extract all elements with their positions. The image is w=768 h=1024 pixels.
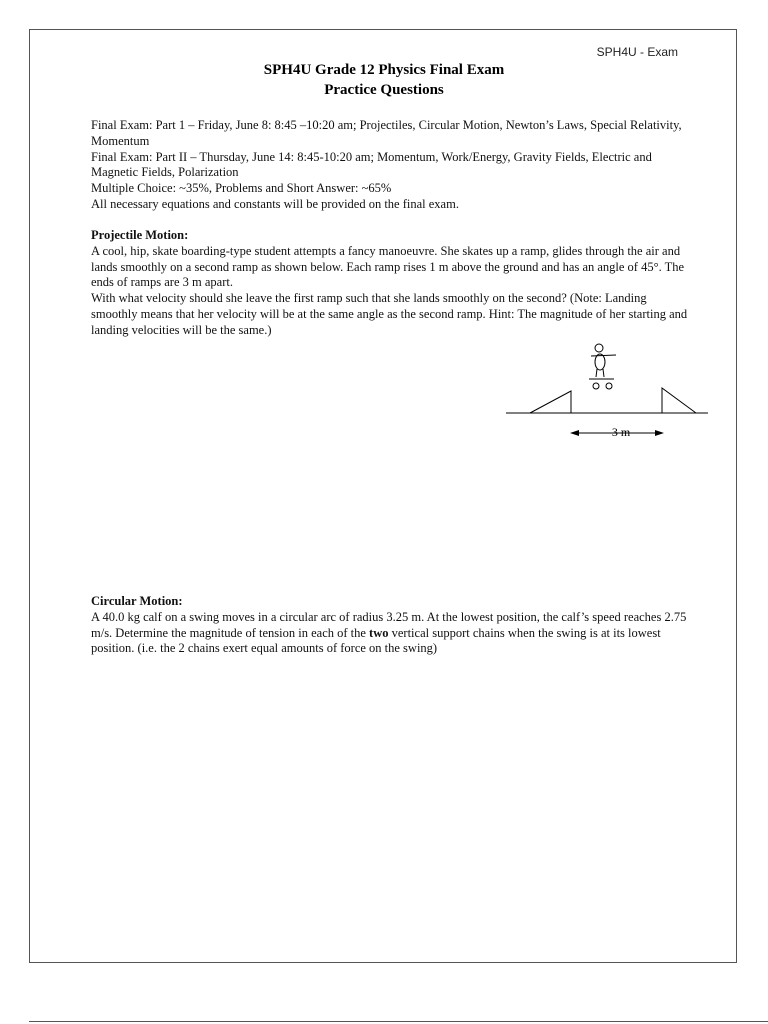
equations-note: All necessary equations and constants will be provided on the final exam.: [91, 196, 459, 211]
course-tag: SPH4U - Exam: [596, 45, 678, 59]
projectile-section: [91, 228, 691, 339]
exam-part2-info: Final Exam: Part II – Thursday, June 14: 8:45-10:20 am; Momentum, Work/Energy, Gravity Fields, Electric and Magnetic Fields, Polarization: [91, 149, 652, 180]
exam-part1-info: Final Exam: Part 1 – Friday, June 8: 8:45 –10:20 am; Projectiles, Circular Motion, Newton’s Laws, Special Relativity, Momentum: [91, 118, 682, 148]
projectile-heading: Projectile Motion:: [91, 228, 189, 242]
exam-subtitle: Practice Questions: [324, 82, 444, 98]
ramp-diagram: [500, 336, 720, 446]
bottom-rule: [29, 1021, 768, 1022]
projectile-question-prompt: With what velocity should she leave the first ramp such that she lands smoothly on the second? (Note: Landing smoothly means that her velocity will be at the same angle as the second ramp. Hint: The magnitude of her starting and landing velocities will be the same.): [91, 291, 688, 337]
left-ramp: [530, 391, 571, 413]
circular-heading: Circular Motion:: [91, 594, 183, 608]
circular-text-end: vertical support chains when the swing is at its lowest position. (i.e. the 2 chains exert equal amounts of force on the swing): [91, 625, 661, 656]
skater-figure: [589, 344, 616, 389]
exam-format-info: Multiple Choice: ~35%, Problems and Short Answer: ~65%: [91, 181, 392, 196]
circular-text-bold: two: [369, 625, 389, 640]
exam-title: SPH4U Grade 12 Physics Final Exam: [263, 62, 505, 78]
circular-section: [91, 594, 691, 657]
projectile-question-text: A cool, hip, skate boarding-type student attempts a fancy manoeuvre. She skates up a ramp, glides through the air and lands smoothly on a second ramp as shown below. Each ramp rises 1 m above the ground and has an angle of 45°. The ends of ramps are 3 m apart.: [91, 243, 685, 290]
circular-text-start: A 40.0 kg calf on a swing moves in a circular arc of radius 3.25 m. At the lowest position, the calf’s speed reaches 2.75 m/s. Determine the magnitude of tension in each of the: [91, 609, 687, 640]
distance-label: 3 m: [611, 425, 631, 439]
exam-info: [91, 118, 691, 213]
right-ramp: [662, 388, 696, 413]
circular-question-text: [91, 610, 691, 657]
